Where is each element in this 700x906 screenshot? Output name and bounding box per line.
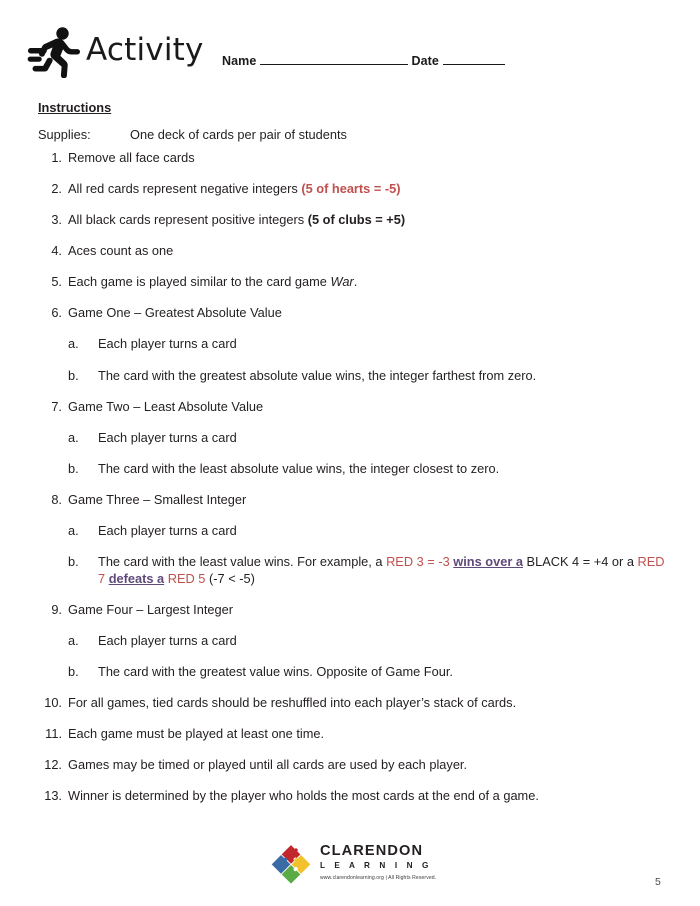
- text-run: All black cards represent positive integers: [68, 212, 308, 228]
- item-text: [68, 305, 282, 320]
- instruction-item: [38, 757, 668, 774]
- text-run: .: [353, 274, 358, 290]
- instruction-item: [38, 212, 668, 229]
- text-run: RED 3 = -3: [386, 554, 450, 570]
- item-text: [68, 788, 539, 803]
- text-run: The card with the greatest value wins. Opposite of Game Four.: [98, 664, 453, 680]
- sub-item-letter: a.: [68, 522, 79, 538]
- instruction-item: [38, 274, 668, 291]
- sub-item-text: [98, 633, 237, 648]
- logo-name-primary: CLARENDON: [320, 843, 424, 859]
- sub-item-text: [98, 430, 237, 445]
- text-run: (5 of clubs = +5): [307, 212, 406, 228]
- sub-instruction-list: [68, 430, 668, 478]
- item-text: [68, 212, 405, 227]
- item-number: 12.: [44, 757, 62, 773]
- sub-instruction-list: [68, 523, 668, 588]
- sub-item-text: [98, 368, 536, 383]
- item-number: 10.: [44, 695, 62, 711]
- instruction-item: [38, 492, 668, 588]
- sub-instruction-item: [68, 554, 668, 588]
- supplies-label: Supplies:: [38, 127, 91, 142]
- supplies-value: One deck of cards per pair of students: [130, 127, 347, 142]
- sub-instruction-list: [68, 633, 668, 681]
- sub-instruction-item: [68, 633, 668, 650]
- text-run: The card with the least value wins. For example, a: [98, 554, 387, 570]
- sub-item-letter: a.: [68, 429, 79, 445]
- text-run: For all games, tied cards should be reshuffled into each player’s stack of cards.: [68, 695, 517, 711]
- sub-instruction-item: [68, 368, 668, 385]
- sub-item-text: [98, 523, 237, 538]
- logo-wordmark: [320, 844, 444, 882]
- sub-instruction-item: [68, 523, 668, 540]
- text-run: Remove all face cards: [68, 150, 195, 165]
- sub-item-letter: a.: [68, 336, 79, 352]
- text-run: All red cards represent negative integers: [68, 181, 302, 197]
- item-number: 9.: [51, 601, 62, 617]
- name-label: Name: [222, 54, 257, 68]
- running-person-icon: [24, 26, 80, 78]
- text-run: (5 of hearts = -5): [301, 181, 401, 197]
- item-number: 7.: [51, 398, 62, 414]
- text-run: RED 7: [98, 554, 665, 586]
- item-number: 1.: [51, 150, 62, 165]
- item-text: [68, 243, 173, 258]
- sub-item-text: [98, 336, 237, 351]
- item-number: 8.: [51, 491, 62, 507]
- sub-instruction-list: [68, 336, 668, 384]
- text-run: Game Four – Largest Integer: [68, 601, 234, 617]
- page-footer: [0, 838, 700, 896]
- clarendon-learning-logo: [268, 840, 444, 890]
- instruction-item: [38, 150, 668, 167]
- sub-item-letter: b.: [68, 554, 79, 570]
- name-write-in-line[interactable]: [260, 52, 408, 65]
- sub-item-text: [98, 664, 453, 679]
- page-title: Activity: [86, 32, 204, 68]
- page-number: 5: [655, 876, 661, 888]
- sub-item-text: [98, 461, 499, 476]
- text-run[interactable]: defeats a: [108, 570, 165, 586]
- text-run: Each player turns a card: [98, 336, 237, 352]
- text-run: BLACK 4 = +4 or a: [522, 554, 638, 570]
- logo-name-secondary: L E A R N I N G: [320, 861, 432, 870]
- item-text: [68, 181, 401, 196]
- text-run: Each player turns a card: [98, 633, 237, 649]
- supplies-line: [38, 127, 347, 142]
- sub-instruction-item: [68, 336, 668, 353]
- item-number: 3.: [51, 212, 62, 228]
- date-label: Date: [411, 54, 439, 68]
- text-run: The card with the greatest absolute value wins, the integer farthest from zero.: [98, 367, 537, 383]
- item-text: [68, 274, 357, 289]
- text-run: Each player turns a card: [98, 522, 237, 538]
- sub-instruction-item: [68, 430, 668, 447]
- item-text: [68, 757, 467, 772]
- item-text: [68, 399, 263, 414]
- text-run: Each game must be played at least one time.: [68, 726, 325, 742]
- date-write-in-line[interactable]: [443, 52, 505, 65]
- puzzle-diamond-icon: [268, 843, 314, 887]
- text-run: Game Two – Least Absolute Value: [68, 398, 264, 414]
- instruction-item: [38, 243, 668, 260]
- item-number: 2.: [51, 181, 62, 197]
- text-run: Aces count as one: [68, 243, 174, 259]
- instruction-item: [38, 305, 668, 384]
- instruction-item: [38, 788, 668, 805]
- sub-instruction-item: [68, 461, 668, 478]
- text-run: Winner is determined by the player who holds the most cards at the end of a game.: [68, 788, 539, 804]
- text-run: War: [330, 274, 354, 290]
- name-date-line: [222, 52, 508, 68]
- text-run: Each player turns a card: [98, 429, 237, 445]
- item-text: [68, 492, 246, 507]
- instruction-item: [38, 181, 668, 198]
- sub-instruction-item: [68, 664, 668, 681]
- instruction-item: [38, 695, 668, 712]
- text-run: Game One – Greatest Absolute Value: [68, 305, 282, 321]
- sub-item-letter: b.: [68, 664, 79, 680]
- item-text: [68, 602, 233, 617]
- page-header: [0, 24, 700, 86]
- item-text: [68, 150, 195, 165]
- instructions-heading: Instructions: [38, 100, 112, 115]
- text-run: Games may be timed or played until all cards are used by each player.: [68, 757, 468, 773]
- text-run[interactable]: wins over a: [453, 554, 523, 570]
- logo-url-line: www.clarendonlearning.org | All Rights Reserved.: [320, 875, 437, 881]
- instruction-item: [38, 726, 668, 743]
- instruction-item: [38, 602, 668, 681]
- sub-item-letter: b.: [68, 367, 79, 383]
- text-run: The card with the least absolute value wins, the integer closest to zero.: [98, 460, 500, 476]
- item-number: 6.: [51, 305, 62, 321]
- text-run: Game Three – Smallest Integer: [68, 491, 247, 507]
- item-number: 11.: [45, 726, 62, 742]
- item-text: [68, 726, 324, 741]
- instructions-list: [38, 150, 668, 820]
- item-number: 5.: [51, 274, 62, 290]
- instruction-item: [38, 399, 668, 478]
- item-number: 4.: [51, 243, 62, 259]
- text-run: RED 5: [167, 570, 206, 586]
- sub-item-letter: b.: [68, 460, 79, 476]
- text-run: (-7 < -5): [205, 570, 255, 586]
- sub-item-text: [98, 554, 665, 586]
- item-text: [68, 695, 516, 710]
- text-run: Each game is played similar to the card game: [68, 274, 331, 290]
- item-number: 13.: [44, 788, 62, 804]
- sub-item-letter: a.: [68, 633, 79, 649]
